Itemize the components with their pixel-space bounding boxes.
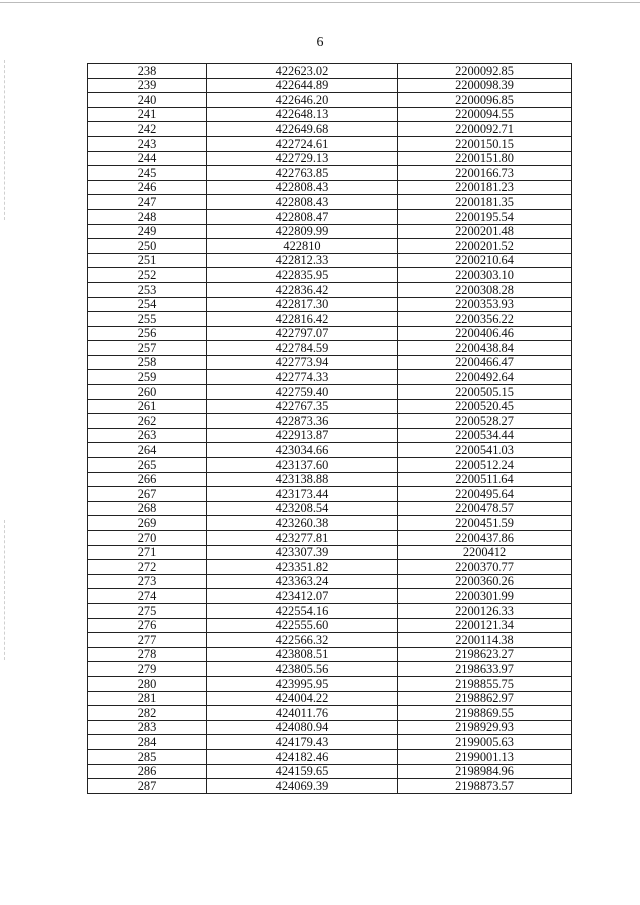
x-coordinate-cell: 422566.32 xyxy=(207,633,398,648)
point-number-cell: 281 xyxy=(88,691,207,706)
table-row xyxy=(88,764,572,779)
y-coordinate-cell: 2200195.54 xyxy=(398,209,572,224)
page-number: 6 xyxy=(316,35,324,50)
point-number-cell: 257 xyxy=(88,341,207,356)
point-number-cell: 253 xyxy=(88,282,207,297)
table-row xyxy=(88,239,572,254)
point-number-cell: 276 xyxy=(88,618,207,633)
table-row xyxy=(88,107,572,122)
point-number-cell: 242 xyxy=(88,122,207,137)
y-coordinate-cell: 2200520.45 xyxy=(398,399,572,414)
table-row xyxy=(88,516,572,531)
x-coordinate-cell: 423351.82 xyxy=(207,560,398,575)
table-row xyxy=(88,166,572,181)
y-coordinate-cell: 2200492.64 xyxy=(398,370,572,385)
point-number-cell: 244 xyxy=(88,151,207,166)
x-coordinate-cell: 422554.16 xyxy=(207,603,398,618)
y-coordinate-cell: 2200541.03 xyxy=(398,443,572,458)
y-coordinate-cell: 2198873.57 xyxy=(398,779,572,794)
point-number-cell: 261 xyxy=(88,399,207,414)
point-number-cell: 285 xyxy=(88,749,207,764)
x-coordinate-cell: 422873.36 xyxy=(207,414,398,429)
table-row xyxy=(88,531,572,546)
point-number-cell: 256 xyxy=(88,326,207,341)
y-coordinate-cell: 2200181.23 xyxy=(398,180,572,195)
table-row xyxy=(88,370,572,385)
y-coordinate-cell: 2200166.73 xyxy=(398,166,572,181)
table-row xyxy=(88,268,572,283)
x-coordinate-cell: 422809.99 xyxy=(207,224,398,239)
table-row xyxy=(88,312,572,327)
y-coordinate-cell: 2200181.35 xyxy=(398,195,572,210)
table-row xyxy=(88,297,572,312)
table-row xyxy=(88,720,572,735)
point-number-cell: 240 xyxy=(88,93,207,108)
table-row xyxy=(88,779,572,794)
point-number-cell: 245 xyxy=(88,166,207,181)
x-coordinate-cell: 424011.76 xyxy=(207,706,398,721)
table-row xyxy=(88,355,572,370)
x-coordinate-cell: 423412.07 xyxy=(207,589,398,604)
point-number-cell: 259 xyxy=(88,370,207,385)
point-number-cell: 282 xyxy=(88,706,207,721)
point-number-cell: 243 xyxy=(88,136,207,151)
coordinates-table-body xyxy=(88,64,572,794)
x-coordinate-cell: 422816.42 xyxy=(207,312,398,327)
x-coordinate-cell: 422646.20 xyxy=(207,93,398,108)
x-coordinate-cell: 422774.33 xyxy=(207,370,398,385)
x-coordinate-cell: 422817.30 xyxy=(207,297,398,312)
table-row xyxy=(88,633,572,648)
y-coordinate-cell: 2200370.77 xyxy=(398,560,572,575)
x-coordinate-cell: 422808.43 xyxy=(207,195,398,210)
table-row xyxy=(88,195,572,210)
table-row xyxy=(88,676,572,691)
point-number-cell: 248 xyxy=(88,209,207,224)
table-row xyxy=(88,253,572,268)
y-coordinate-cell: 2198633.97 xyxy=(398,662,572,677)
y-coordinate-cell: 2200210.64 xyxy=(398,253,572,268)
point-number-cell: 283 xyxy=(88,720,207,735)
table-row xyxy=(88,78,572,93)
point-number-cell: 264 xyxy=(88,443,207,458)
x-coordinate-cell: 422836.42 xyxy=(207,282,398,297)
x-coordinate-cell: 422767.35 xyxy=(207,399,398,414)
point-number-cell: 246 xyxy=(88,180,207,195)
point-number-cell: 270 xyxy=(88,531,207,546)
table-row xyxy=(88,458,572,473)
y-coordinate-cell: 2200512.24 xyxy=(398,458,572,473)
point-number-cell: 260 xyxy=(88,385,207,400)
point-number-cell: 252 xyxy=(88,268,207,283)
point-number-cell: 271 xyxy=(88,545,207,560)
x-coordinate-cell: 422555.60 xyxy=(207,618,398,633)
point-number-cell: 287 xyxy=(88,779,207,794)
x-coordinate-cell: 423137.60 xyxy=(207,458,398,473)
point-number-cell: 262 xyxy=(88,414,207,429)
y-coordinate-cell: 2200451.59 xyxy=(398,516,572,531)
point-number-cell: 284 xyxy=(88,735,207,750)
y-coordinate-cell: 2198862.97 xyxy=(398,691,572,706)
table-row xyxy=(88,472,572,487)
table-row xyxy=(88,662,572,677)
point-number-cell: 272 xyxy=(88,560,207,575)
x-coordinate-cell: 422808.47 xyxy=(207,209,398,224)
x-coordinate-cell: 422797.07 xyxy=(207,326,398,341)
y-coordinate-cell: 2200092.71 xyxy=(398,122,572,137)
table-row xyxy=(88,224,572,239)
y-coordinate-cell: 2200308.28 xyxy=(398,282,572,297)
point-number-cell: 277 xyxy=(88,633,207,648)
table-row xyxy=(88,749,572,764)
point-number-cell: 286 xyxy=(88,764,207,779)
y-coordinate-cell: 2200528.27 xyxy=(398,414,572,429)
x-coordinate-cell: 423173.44 xyxy=(207,487,398,502)
x-coordinate-cell: 422810 xyxy=(207,239,398,254)
point-number-cell: 258 xyxy=(88,355,207,370)
point-number-cell: 279 xyxy=(88,662,207,677)
table-row xyxy=(88,443,572,458)
table-row xyxy=(88,487,572,502)
x-coordinate-cell: 423808.51 xyxy=(207,647,398,662)
y-coordinate-cell: 2200201.48 xyxy=(398,224,572,239)
point-number-cell: 239 xyxy=(88,78,207,93)
table-row xyxy=(88,151,572,166)
y-coordinate-cell: 2198984.96 xyxy=(398,764,572,779)
y-coordinate-cell: 2200412 xyxy=(398,545,572,560)
table-row xyxy=(88,180,572,195)
table-row xyxy=(88,603,572,618)
x-coordinate-cell: 424080.94 xyxy=(207,720,398,735)
x-coordinate-cell: 423995.95 xyxy=(207,676,398,691)
y-coordinate-cell: 2200092.85 xyxy=(398,64,572,79)
y-coordinate-cell: 2200301.99 xyxy=(398,589,572,604)
x-coordinate-cell: 423805.56 xyxy=(207,662,398,677)
scan-edge-shadow xyxy=(4,520,5,660)
point-number-cell: 249 xyxy=(88,224,207,239)
y-coordinate-cell: 2198855.75 xyxy=(398,676,572,691)
scan-edge-shadow xyxy=(4,60,5,220)
table-row xyxy=(88,93,572,108)
y-coordinate-cell: 2200303.10 xyxy=(398,268,572,283)
table-row xyxy=(88,501,572,516)
x-coordinate-cell: 424004.22 xyxy=(207,691,398,706)
point-number-cell: 268 xyxy=(88,501,207,516)
point-number-cell: 254 xyxy=(88,297,207,312)
x-coordinate-cell: 423138.88 xyxy=(207,472,398,487)
x-coordinate-cell: 422835.95 xyxy=(207,268,398,283)
y-coordinate-cell: 2200353.93 xyxy=(398,297,572,312)
y-coordinate-cell: 2200495.64 xyxy=(398,487,572,502)
table-row xyxy=(88,589,572,604)
x-coordinate-cell: 422913.87 xyxy=(207,428,398,443)
point-number-cell: 247 xyxy=(88,195,207,210)
point-number-cell: 263 xyxy=(88,428,207,443)
point-number-cell: 280 xyxy=(88,676,207,691)
y-coordinate-cell: 2200360.26 xyxy=(398,574,572,589)
point-number-cell: 273 xyxy=(88,574,207,589)
y-coordinate-cell: 2200438.84 xyxy=(398,341,572,356)
y-coordinate-cell: 2198869.55 xyxy=(398,706,572,721)
x-coordinate-cell: 423034.66 xyxy=(207,443,398,458)
x-coordinate-cell: 422623.02 xyxy=(207,64,398,79)
table-row xyxy=(88,691,572,706)
x-coordinate-cell: 422763.85 xyxy=(207,166,398,181)
x-coordinate-cell: 423363.24 xyxy=(207,574,398,589)
table-row xyxy=(88,282,572,297)
x-coordinate-cell: 423307.39 xyxy=(207,545,398,560)
x-coordinate-cell: 423260.38 xyxy=(207,516,398,531)
y-coordinate-cell: 2198929.93 xyxy=(398,720,572,735)
y-coordinate-cell: 2199001.13 xyxy=(398,749,572,764)
table-row xyxy=(88,560,572,575)
table-row xyxy=(88,399,572,414)
x-coordinate-cell: 423208.54 xyxy=(207,501,398,516)
x-coordinate-cell: 422648.13 xyxy=(207,107,398,122)
table-row xyxy=(88,209,572,224)
x-coordinate-cell: 423277.81 xyxy=(207,531,398,546)
x-coordinate-cell: 422773.94 xyxy=(207,355,398,370)
x-coordinate-cell: 422649.68 xyxy=(207,122,398,137)
x-coordinate-cell: 424069.39 xyxy=(207,779,398,794)
table-row xyxy=(88,428,572,443)
y-coordinate-cell: 2199005.63 xyxy=(398,735,572,750)
table-row xyxy=(88,735,572,750)
table-row xyxy=(88,414,572,429)
x-coordinate-cell: 424182.46 xyxy=(207,749,398,764)
table-row xyxy=(88,122,572,137)
table-row xyxy=(88,64,572,79)
y-coordinate-cell: 2200096.85 xyxy=(398,93,572,108)
table-row xyxy=(88,618,572,633)
y-coordinate-cell: 2200406.46 xyxy=(398,326,572,341)
point-number-cell: 266 xyxy=(88,472,207,487)
point-number-cell: 255 xyxy=(88,312,207,327)
coordinates-table xyxy=(87,63,572,794)
x-coordinate-cell: 422812.33 xyxy=(207,253,398,268)
y-coordinate-cell: 2198623.27 xyxy=(398,647,572,662)
point-number-cell: 278 xyxy=(88,647,207,662)
x-coordinate-cell: 424159.65 xyxy=(207,764,398,779)
y-coordinate-cell: 2200534.44 xyxy=(398,428,572,443)
table-row xyxy=(88,647,572,662)
table-row xyxy=(88,706,572,721)
table-row xyxy=(88,385,572,400)
point-number-cell: 274 xyxy=(88,589,207,604)
y-coordinate-cell: 2200511.64 xyxy=(398,472,572,487)
table-row xyxy=(88,574,572,589)
x-coordinate-cell: 422784.59 xyxy=(207,341,398,356)
x-coordinate-cell: 422759.40 xyxy=(207,385,398,400)
point-number-cell: 241 xyxy=(88,107,207,122)
y-coordinate-cell: 2200094.55 xyxy=(398,107,572,122)
table-row xyxy=(88,136,572,151)
y-coordinate-cell: 2200505.15 xyxy=(398,385,572,400)
table-row xyxy=(88,545,572,560)
y-coordinate-cell: 2200121.34 xyxy=(398,618,572,633)
y-coordinate-cell: 2200126.33 xyxy=(398,603,572,618)
x-coordinate-cell: 424179.43 xyxy=(207,735,398,750)
point-number-cell: 265 xyxy=(88,458,207,473)
page-top-edge xyxy=(0,2,640,3)
point-number-cell: 251 xyxy=(88,253,207,268)
table-row xyxy=(88,341,572,356)
point-number-cell: 275 xyxy=(88,603,207,618)
point-number-cell: 269 xyxy=(88,516,207,531)
x-coordinate-cell: 422724.61 xyxy=(207,136,398,151)
y-coordinate-cell: 2200466.47 xyxy=(398,355,572,370)
point-number-cell: 238 xyxy=(88,64,207,79)
point-number-cell: 250 xyxy=(88,239,207,254)
y-coordinate-cell: 2200151.80 xyxy=(398,151,572,166)
x-coordinate-cell: 422729.13 xyxy=(207,151,398,166)
point-number-cell: 267 xyxy=(88,487,207,502)
x-coordinate-cell: 422644.89 xyxy=(207,78,398,93)
x-coordinate-cell: 422808.43 xyxy=(207,180,398,195)
y-coordinate-cell: 2200098.39 xyxy=(398,78,572,93)
table-row xyxy=(88,326,572,341)
y-coordinate-cell: 2200478.57 xyxy=(398,501,572,516)
y-coordinate-cell: 2200201.52 xyxy=(398,239,572,254)
y-coordinate-cell: 2200356.22 xyxy=(398,312,572,327)
y-coordinate-cell: 2200114.38 xyxy=(398,633,572,648)
y-coordinate-cell: 2200437.86 xyxy=(398,531,572,546)
y-coordinate-cell: 2200150.15 xyxy=(398,136,572,151)
